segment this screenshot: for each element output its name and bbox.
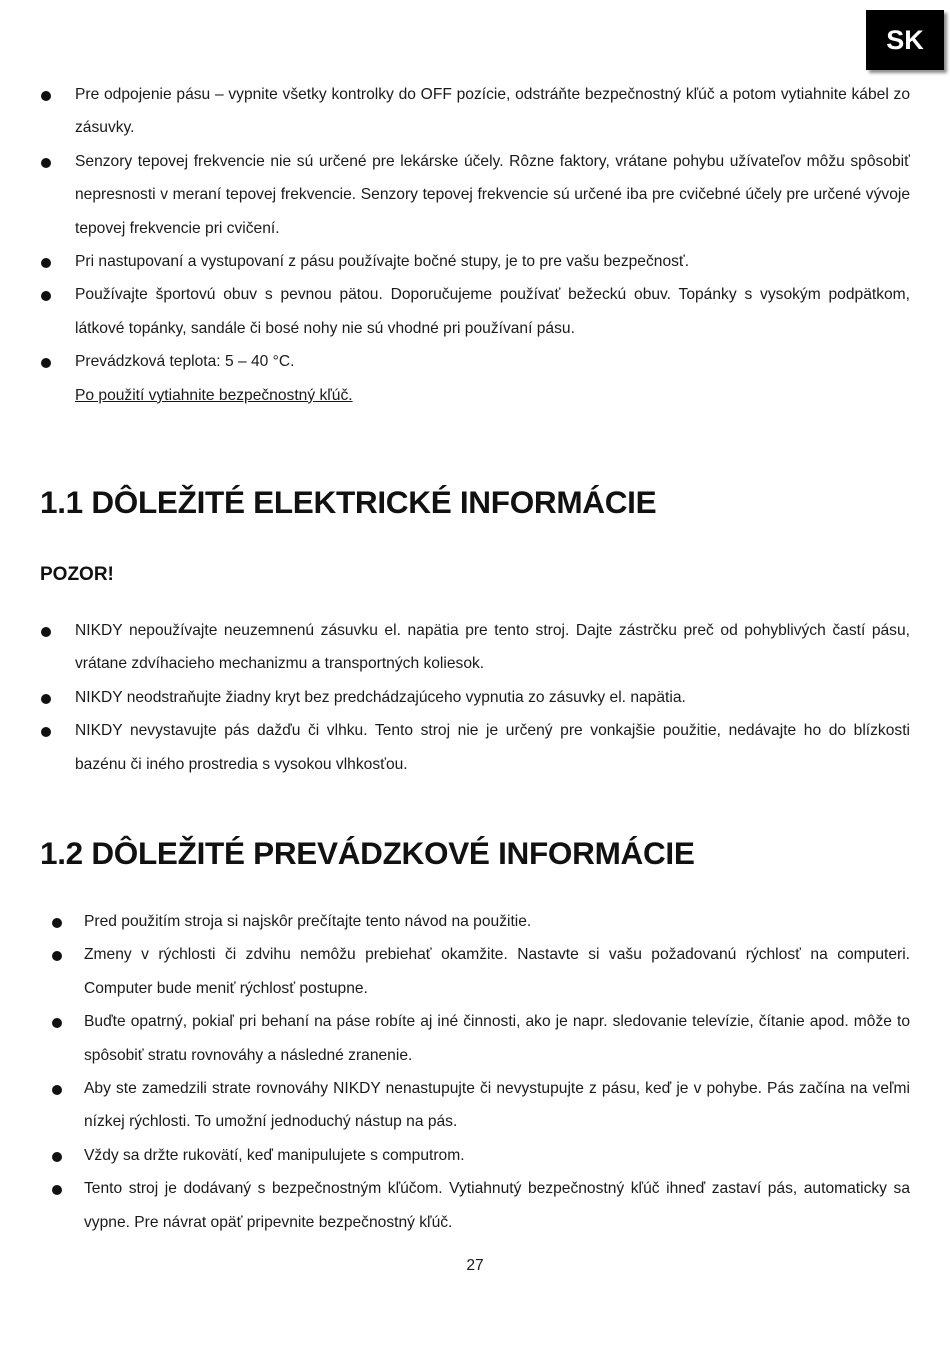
list-item: Pre odpojenie pásu – vypnite všetky kontrolky do OFF pozície, odstráňte bezpečnostný kľúč a potom vytiahnite kábel zo zásuvky. bbox=[0, 78, 950, 145]
bullet-icon bbox=[52, 1185, 62, 1195]
safety-key-note: Po použití vytiahnite bezpečnostný kľúč. bbox=[75, 386, 353, 404]
bullet-icon bbox=[41, 158, 51, 168]
safety-list bbox=[0, 78, 950, 412]
list-item: NIKDY nevystavujte pás dažďu či vlhku. Tento stroj nie je určený pre vonkajšie použitie, nedávajte ho do blízkosti bazénu či iného prostredia s vysokou vlhkosťou. bbox=[0, 714, 950, 781]
bullet-icon bbox=[52, 951, 62, 961]
list-item: Buďte opatrný, pokiaľ pri behaní na páse robíte aj iné činnosti, ako je napr. sledovanie televízie, čítanie apod. môže to spôsobiť stratu rovnováhy a následné zranenie. bbox=[0, 1005, 950, 1072]
list-item: Vždy sa držte rukovätí, keď manipulujete s computrom. bbox=[0, 1139, 950, 1172]
list-item: Pri nastupovaní a vystupovaní z pásu používajte bočné stupy, je to pre vašu bezpečnosť. bbox=[0, 245, 950, 278]
bullet-icon bbox=[52, 918, 62, 928]
list-item: Prevádzková teplota: 5 – 40 °C. bbox=[0, 345, 950, 378]
list-item: Aby ste zamedzili strate rovnováhy NIKDY nenastupujte či nevystupujte z pásu, keď je v pohybe. Pás začína na veľmi nízkej rýchlosti. To umožní jednoduchý nástup na pás. bbox=[0, 1072, 950, 1139]
list-item: Pred použitím stroja si najskôr prečítajte tento návod na použitie. bbox=[0, 905, 950, 938]
bullet-icon bbox=[52, 1152, 62, 1162]
list-item: Tento stroj je dodávaný s bezpečnostným kľúčom. Vytiahnutý bezpečnostný kľúč ihneď zastaví pás, automaticky sa vypne. Pre návrat opäť pripevnite bezpečnostný kľúč. bbox=[0, 1172, 950, 1239]
bullet-icon bbox=[41, 727, 51, 737]
bullet-icon bbox=[52, 1018, 62, 1028]
bullet-icon bbox=[41, 258, 51, 268]
language-tab: SK bbox=[866, 10, 944, 70]
list-item: Senzory tepovej frekvencie nie sú určené pre lekárske účely. Rôzne faktory, vrátane pohybu užívateľov môžu spôsobiť nepresnosti v meraní tepovej frekvencie. Senzory tepovej frekvencie sú určené iba pre cvičebné účely pre určené vývoje tepovej frekvencie pri cvičení. bbox=[0, 145, 950, 245]
bullet-icon bbox=[52, 1085, 62, 1095]
bullet-icon bbox=[41, 627, 51, 637]
operational-list bbox=[0, 905, 950, 1239]
list-item: Používajte športovú obuv s pevnou pätou. Doporučujeme používať bežeckú obuv. Topánky s vysokým podpätkom, látkové topánky, sandále či bosé nohy nie sú vhodné pri používaní pásu. bbox=[0, 278, 950, 345]
page-number: 27 bbox=[466, 1257, 484, 1274]
section-heading-electrical: 1.1 DÔLEŽITÉ ELEKTRICKÉ INFORMÁCIE bbox=[40, 484, 657, 520]
bullet-icon bbox=[41, 358, 51, 368]
list-item: NIKDY neodstraňujte žiadny kryt bez predchádzajúceho vypnutia zo zásuvky el. napätia. bbox=[0, 681, 950, 714]
bullet-icon bbox=[41, 291, 51, 301]
bullet-icon bbox=[41, 694, 51, 704]
warning-subheading: POZOR! bbox=[40, 564, 114, 585]
section-heading-operational: 1.2 DÔLEŽITÉ PREVÁDZKOVÉ INFORMÁCIE bbox=[40, 835, 695, 871]
bullet-icon bbox=[41, 91, 51, 101]
list-item: Zmeny v rýchlosti či zdvihu nemôžu prebiehať okamžite. Nastavte si vašu požadovanú rýchlosť na computeri. Computer bude meniť rýchlosť postupne. bbox=[0, 938, 950, 1005]
electrical-list bbox=[0, 614, 950, 781]
list-item: NIKDY nepoužívajte neuzemnenú zásuvku el. napätia pre tento stroj. Dajte zástrčku preč od pohyblivých častí pásu, vrátane zdvíhacieho mechanizmu a transportných koliesok. bbox=[0, 614, 950, 681]
